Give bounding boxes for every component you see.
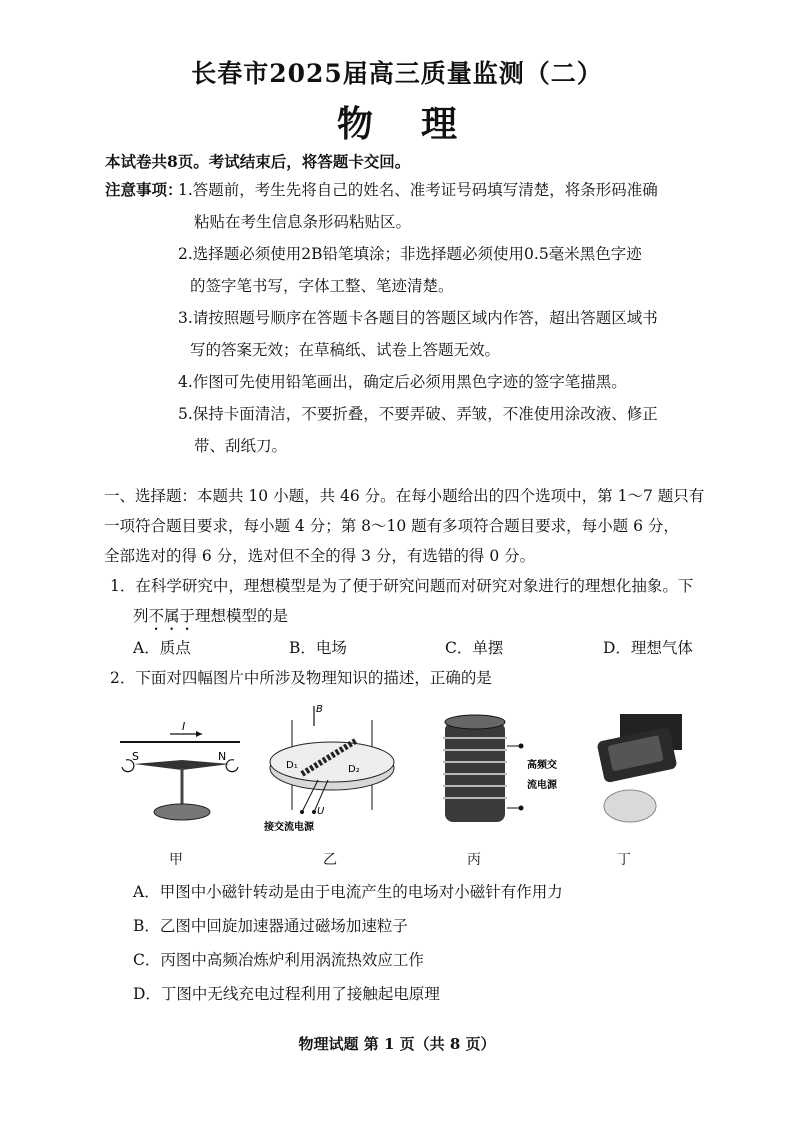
- stand-base: [154, 804, 210, 820]
- q1-stem-line2: 列不属于理想模型的是: [133, 607, 289, 625]
- q2-option-a: A．甲图中小磁针转动是由于电流产生的电场对小磁针有作用力: [133, 883, 563, 901]
- q1-option-a: A．质点: [133, 639, 191, 657]
- south-label: S: [132, 750, 139, 763]
- figure-label-ding: 丁: [617, 852, 631, 868]
- notes-label: 注意事项：: [105, 180, 183, 199]
- figure-jia: [112, 712, 252, 832]
- q2-option-d: D．丁图中无线充电过程利用了接触起电原理: [133, 985, 440, 1003]
- q1-option-d: D．理想气体: [603, 639, 693, 657]
- rotation-arrow-left: [122, 760, 134, 772]
- note-line: 粘贴在考生信息条形码粘贴区。: [194, 213, 412, 231]
- figure-label-bing: 丙: [467, 852, 481, 868]
- rotation-arrow-right: [226, 760, 238, 772]
- note-line: 1.答题前，考生先将自己的姓名、准考证号码填写清楚，将条形码准确: [178, 181, 658, 199]
- voltage-label: U: [317, 806, 325, 817]
- emphasis-dots: 不属于: [148, 607, 196, 625]
- section-header: 一项符合题目要求，每小题 4 分；第 8～10 题有多项符合题目要求，每小题 6 分，: [104, 517, 679, 535]
- figure-bing: [425, 708, 575, 833]
- north-label: N: [218, 750, 227, 763]
- q2-option-b: B．乙图中回旋加速器通过磁场加速粒子: [133, 917, 408, 935]
- yi-caption: 接交流电源: [264, 822, 314, 833]
- field-label: B: [316, 704, 323, 715]
- d1-label: D₁: [286, 760, 298, 771]
- section-header: 一、选择题：本题共 10 小题，共 46 分。在每小题给出的四个选项中，第 1～7 题只有: [104, 487, 705, 505]
- intro-line: 本试卷共8页。考试结束后，将答题卡交回。: [105, 152, 411, 171]
- q1-option-c: C．单摆: [445, 639, 504, 657]
- figure-ding: [590, 710, 690, 835]
- q1-option-b: B．电场: [289, 639, 347, 657]
- power-label-1: 高频交: [527, 760, 557, 771]
- figure-label-jia: 甲: [169, 852, 183, 868]
- note-line: 2.选择题必须使用2B铅笔填涂；非选择题必须使用0.5毫米黑色字迹: [178, 245, 642, 263]
- figure-label-yi: 乙: [323, 852, 337, 868]
- charging-pad: [604, 790, 656, 822]
- note-line: 5.保持卡面清洁，不要折叠，不要弄破、弄皱，不准使用涂改液、修正: [178, 405, 658, 423]
- q1-stem: 1．在科学研究中，理想模型是为了便于研究问题而对研究对象进行的理想化抽象。下: [110, 577, 694, 595]
- note-line: 的签字笔书写，字体工整、笔迹清楚。: [190, 277, 454, 295]
- note-line: 写的答案无效；在草稿纸、试卷上答题无效。: [190, 341, 501, 359]
- furnace-top: [445, 715, 505, 729]
- q2-option-c: C．丙图中高频冶炼炉利用涡流热效应工作: [133, 951, 424, 969]
- d2-label: D₂: [348, 764, 360, 775]
- exam-title: 长春市2025届高三质量监测（二）: [191, 59, 603, 88]
- figure-yi: [262, 700, 402, 835]
- section-header: 全部选对的得 6 分，选对但不全的得 3 分，有选错的得 0 分。: [104, 547, 536, 565]
- note-line: 3.请按照题号顺序在答题卡各题目的答题区域内作答，超出答题区域书: [178, 309, 658, 327]
- page-footer: 物理试题 第 1 页（共 8 页）: [298, 1035, 496, 1053]
- power-label-2: 流电源: [527, 780, 557, 791]
- note-line: 带、刮纸刀。: [194, 437, 288, 455]
- subject-title: 物理: [336, 103, 505, 145]
- note-line: 4.作图可先使用铅笔画出，确定后必须用黑色字迹的签字笔描黑。: [178, 373, 627, 391]
- current-label: I: [182, 720, 186, 733]
- q2-stem: 2．下面对四幅图片中所涉及物理知识的描述，正确的是: [110, 669, 492, 687]
